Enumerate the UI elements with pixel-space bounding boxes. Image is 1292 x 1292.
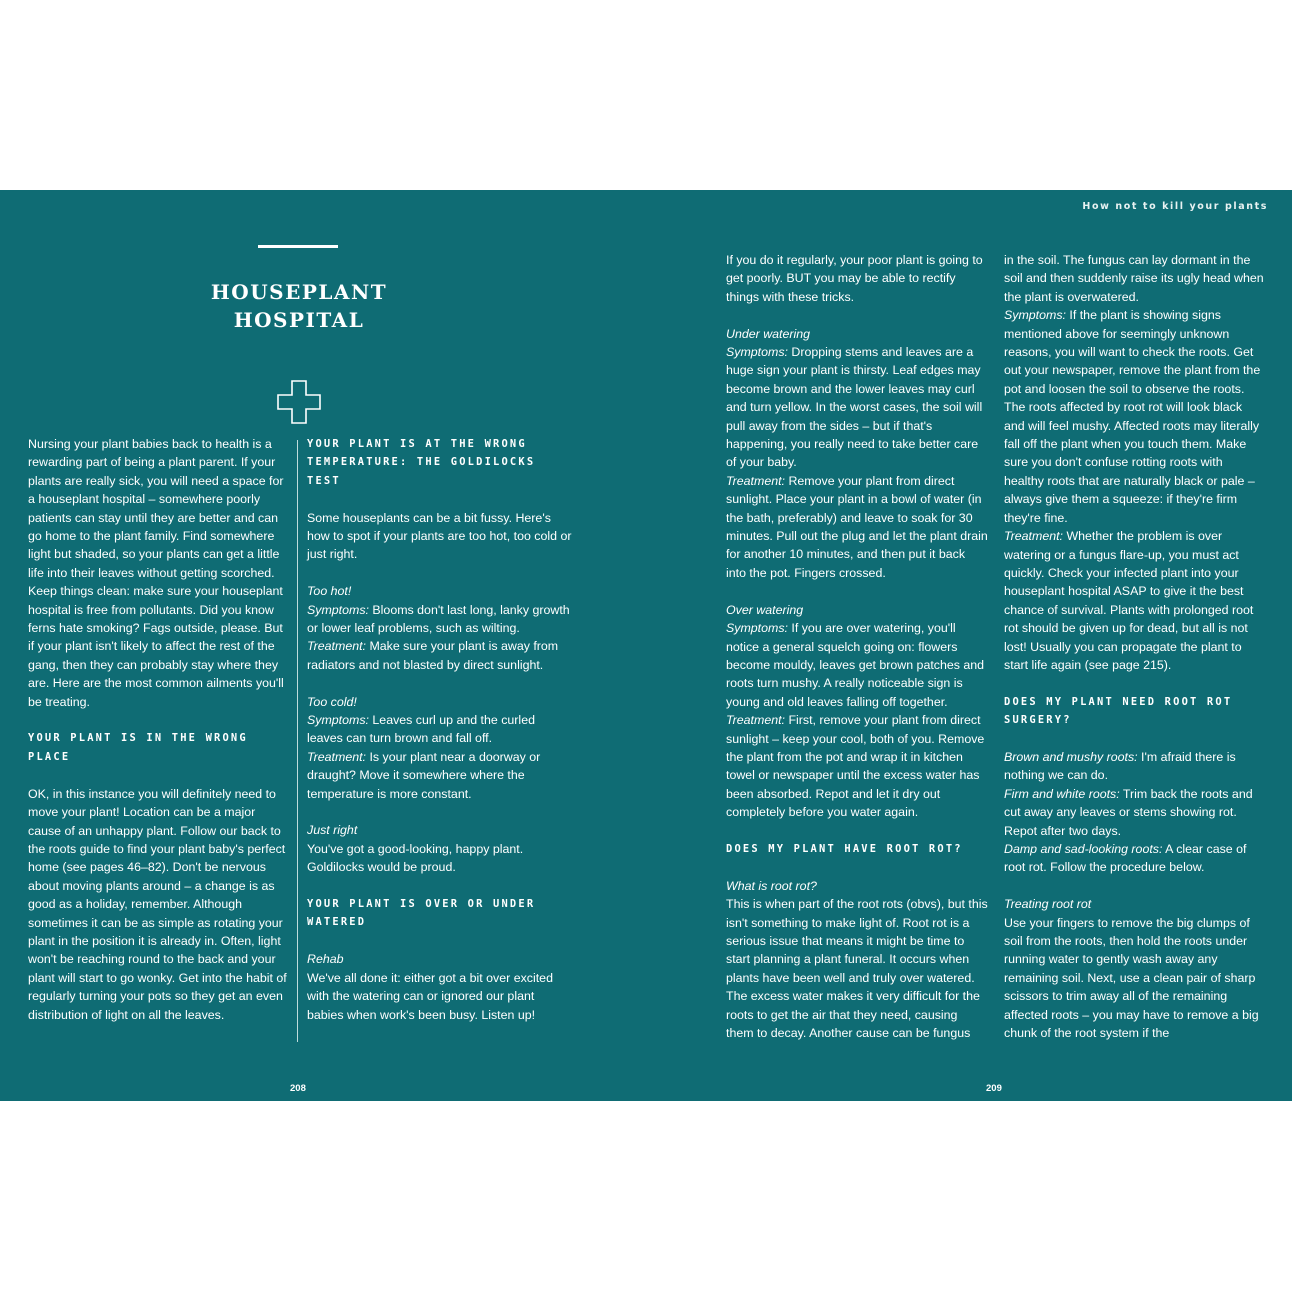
section-heading: YOUR PLANT IS AT THE WRONG TEMPERATURE: THE GOLDILOCKS TEST: [307, 438, 536, 487]
label: Treatment:: [1004, 529, 1063, 544]
body-paragraph: Some houseplants can be a bit fussy. Here's how to spot if your plants are too hot, too cold or just right.: [307, 510, 572, 562]
subheading: Treating root rot: [1004, 897, 1092, 912]
text: I'm afraid there is nothing we can do.: [1004, 749, 1236, 783]
treatment-paragraph: [726, 472, 988, 582]
subheading: Over watering: [726, 602, 804, 617]
column-2: [307, 435, 572, 1024]
text: Remove your plant from direct sunlight. Place your plant in a bowl of water (in the bath, preferably) and leave to soak for 30 minutes. Pull out the plug and let the plant drain for another 10 minutes, and then put it back into the pot. Fingers crossed.: [726, 473, 988, 580]
treatment-paragraph: [726, 711, 988, 821]
label: Symptoms:: [1004, 308, 1066, 323]
page-number-right: 209: [986, 1083, 1002, 1094]
text: Leaves curl up and the curled leaves can turn brown and fall off.: [307, 713, 535, 746]
page-number-left: 208: [290, 1083, 306, 1094]
text: A clear case of root rot. Follow the procedure below.: [1004, 841, 1247, 875]
body-paragraph: We've all done it: either got a bit over excited with the watering can or ignored our plant babies when work's been busy. Listen up!: [307, 970, 553, 1022]
section-heading: YOUR PLANT IS OVER OR UNDER WATERED: [307, 898, 536, 929]
subheading: Rehab: [307, 952, 344, 967]
label: Symptoms:: [307, 713, 369, 728]
medical-cross-icon: [277, 380, 321, 424]
book-spread: [0, 190, 1292, 1101]
label: Symptoms:: [726, 621, 788, 636]
body-paragraph: This is when part of the root rots (obvs), but this isn't something to make light of. Root rot is a serious issue that means it might be time to start planning a plant funeral. It occurs when plants have been well and truly over watered. The excess water makes it very difficult for the roots to get the air that they need, causing them to decay. Another cause can be fungus: [726, 897, 988, 1040]
running-head: How not to kill your plants: [1082, 201, 1268, 212]
section-heading: YOUR PLANT IS IN THE WRONG PLACE: [28, 732, 248, 763]
text: Dropping stems and leaves are a huge sign your plant is thirsty. Leaf edges may become brown and the lower leaves may curl and turn yellow. In the worst cases, the soil will pull away from the sides – but if that's happening, you really need to take better care of your baby.: [726, 345, 983, 470]
subheading: Too hot!: [307, 584, 352, 599]
column-3: [726, 251, 988, 1042]
body-paragraph: If you do it regularly, your poor plant is going to get poorly. BUT you may be able to rectify things with these tricks.: [726, 253, 983, 304]
symptoms-paragraph: [1004, 306, 1266, 527]
body-paragraph: You've got a good-looking, happy plant. Goldilocks would be proud.: [307, 841, 524, 875]
label: Treatment:: [726, 713, 785, 728]
section-heading: DOES MY PLANT NEED ROOT ROT SURGERY?: [1004, 695, 1233, 727]
label: Treatment:: [307, 639, 366, 654]
treatment-paragraph: [1004, 527, 1266, 674]
subheading: Under watering: [726, 326, 811, 341]
label: Firm and white roots:: [1004, 786, 1120, 801]
body-paragraph: Use your fingers to remove the big clumps of soil from the roots, then hold the roots under running water to gently wash away any remaining soil. Next, use a clean pair of sharp scissors to trim away all of the remaining affected roots – you may have to remove a big chunk of the root system if the: [1004, 915, 1259, 1041]
roots-paragraph: [1004, 748, 1266, 785]
text: First, remove your plant from direct sunlight – keep your cool, both of you. Remove the plant from the pot and wrap it in kitchen towel or newspaper until the excess water has been absorbed. Repot and let it dry out completely before you water again.: [726, 713, 985, 820]
label: Brown and mushy roots:: [1004, 749, 1138, 764]
page-title: [168, 278, 430, 334]
text: Trim back the roots and cut away any leaves or stems showing rot. Repot after two days.: [1004, 786, 1253, 838]
subheading: What is root rot?: [726, 878, 817, 893]
body-paragraph: in the soil. The fungus can lay dormant in the soil and then suddenly raise its ugly head when the plant is overwatered.: [1004, 253, 1264, 304]
title-line-1: HOUSEPLANT: [210, 280, 388, 304]
column-4: [1004, 251, 1266, 1042]
column-divider: [297, 440, 298, 1042]
title-line-2: HOSPITAL: [233, 308, 365, 332]
symptoms-paragraph: [726, 343, 988, 472]
text: Blooms don't last long, lanky growth or lower leaf problems, such as wilting.: [307, 602, 570, 636]
label: Treatment:: [726, 473, 785, 488]
label: Symptoms:: [726, 345, 788, 360]
label: Treatment:: [307, 749, 366, 764]
treatment-paragraph: [307, 637, 572, 674]
text: If the plant is showing signs mentioned above for seemingly unknown reasons, you will want to check the roots. Get out your newspaper, remove the plant from the pot and loosen the soil to observe the roots. The roots affected by root rot will look black and will feel mushy. Affected roots may literally fall off the plant when you touch them. Make sure you don't confuse rotting roots with healthy roots that are naturally black or pale – always give them a squeeze: if they're firm they're fine.: [1004, 308, 1261, 525]
text: Make sure your plant is away from radiators and not blasted by direct sunlight.: [307, 639, 559, 672]
roots-paragraph: [1004, 785, 1266, 840]
text: Is your plant near a doorway or draught? Move it somewhere where the temperature is more constant.: [307, 749, 541, 801]
symptoms-paragraph: [307, 601, 572, 638]
symptoms-paragraph: [307, 711, 572, 748]
column-1: [28, 435, 288, 1024]
intro-paragraph: Nursing your plant babies back to health is a rewarding part of being a plant parent. If your plants are really sick, you will need a space for a houseplant hospital – somewhere poorly patients can stay until they are better and can go home to the plant family. Find somewhere light but shaded, so your plants can get a little life into their leaves without getting scorched. Keep things clean: make sure your houseplant hospital is free from pollutants. Did you know ferns hate smoking? Fags outside, please. But if your plant isn't likely to affect the rest of the gang, then they can probably stay where they are. Here are the most common ailments you'll be treating.: [28, 437, 284, 709]
label: Symptoms:: [307, 602, 369, 617]
text: If you are over watering, you'll notice a general squelch going on: flowers become mouldy, leaves get brown patches and roots turn mushy. A really noticeable sign is young and old leaves falling off together.: [726, 621, 985, 709]
treatment-paragraph: [307, 748, 572, 803]
subheading: Too cold!: [307, 694, 357, 709]
text: Whether the problem is over watering or a fungus flare-up, you must act quickly. Check your infected plant into your houseplant hospital ASAP to give it the best chance of survival. Plants with prolonged root rot should be given up for dead, but all is not lost! Usually you can propagate the plant to start life again (see page 215).: [1004, 529, 1254, 672]
symptoms-paragraph: [726, 619, 988, 711]
subheading: Just right: [307, 823, 358, 838]
title-rule: [258, 245, 338, 248]
body-paragraph: OK, in this instance you will definitely need to move your plant! Location can be a major cause of an unhappy plant. Follow our back to the roots guide to find your plant baby's perfect home (see pages 46–82). Don't be nervous about moving plants around – a change is as good as a holiday, remember. Although sometimes it can be as simple as rotating your plant in the position it is already in. Often, light won't be reaching round to the back and your plant will start to go wonky. Get into the habit of regularly turning your pots so they get an even distribution of light on all the leaves.: [28, 786, 287, 1022]
roots-paragraph: [1004, 840, 1266, 877]
label: Damp and sad-looking roots:: [1004, 841, 1163, 856]
section-heading: DOES MY PLANT HAVE ROOT ROT?: [726, 842, 963, 855]
